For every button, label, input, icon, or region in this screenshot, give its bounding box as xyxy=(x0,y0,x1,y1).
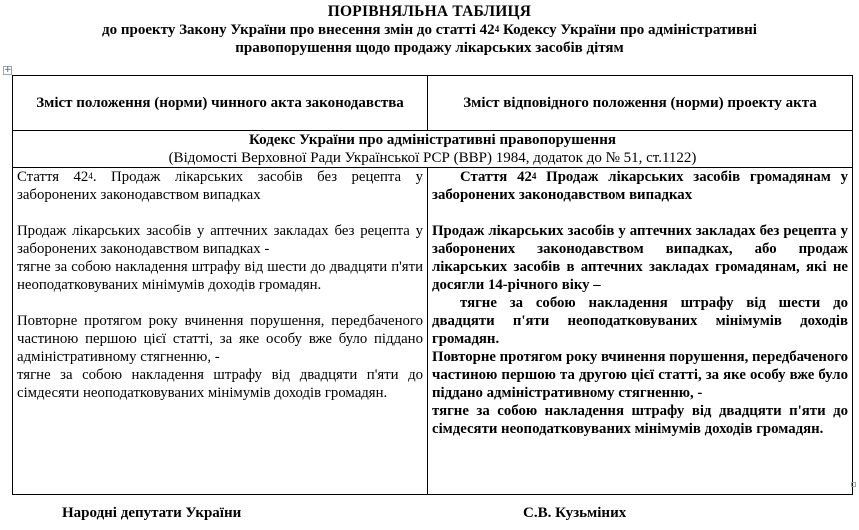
column-header-current: Зміст положення (норми) чинного акта законодавства xyxy=(13,76,428,131)
proposed-article-post: Продаж лікарських засобів громадянам у заборонених законодавством випадках xyxy=(432,169,848,203)
current-paragraph-1: Продаж лікарських засобів у аптечних закладах без рецепта у заборонених законодавством випадках - xyxy=(17,223,423,257)
proposed-paragraph-3: Повторне протягом року вчинення порушення, передбаченого частиною першою та другою цієї статті, за яке особу вже було піддано адміністративному стягненню, - xyxy=(432,349,848,401)
current-article-pre: Стаття 42 xyxy=(17,169,89,185)
code-source: (Відомості Верховної Ради Української РСР (ВВР) 1984, додаток до № 51, ст.1122) xyxy=(168,150,697,166)
proposed-article-pre: Стаття 42 xyxy=(460,169,532,185)
proposed-paragraph-4: тягне за собою накладення штрафу від двадцяти п'яти до сімдесяти неоподатковуваних мінімумів доходів громадян. xyxy=(432,403,848,437)
current-paragraph-3: Повторне протягом року вчинення порушення, передбаченого частиною першою цієї статті, за яке особу вже було піддано адміністративному стягненню, - xyxy=(17,313,423,365)
subtitle-superscript: 4 xyxy=(494,24,500,34)
proposed-article-heading xyxy=(432,168,848,204)
table-header-row xyxy=(13,76,853,131)
signatory-name: С.В. Кузьміних xyxy=(523,505,627,521)
comparison-table xyxy=(12,75,853,495)
current-paragraph-4: тягне за собою накладення штрафу від двадцяти п'яти до сімдесяти неоподатковуваних мінімумів доходів громадян. xyxy=(17,367,423,401)
current-article-heading xyxy=(17,168,423,204)
column-header-proposed: Зміст відповідного положення (норми) проекту акта xyxy=(428,76,853,131)
proposed-paragraph-2: тягне за собою накладення штрафу від шести до двадцяти п'яти неоподатковуваних мінімумів доходів громадян. xyxy=(432,295,848,347)
subtitle-text-post: Кодексу України про адміністративні xyxy=(499,22,757,38)
document-title: ПОРІВНЯЛЬНА ТАБЛИЦЯ xyxy=(327,3,532,20)
subtitle-text-pre: до проекту Закону України про внесення змін до статті 42 xyxy=(102,22,495,38)
proposed-text-cell xyxy=(428,168,853,495)
current-paragraph-2: тягне за собою накладення штрафу від шести до двадцяти п'яти неоподатковуваних мінімумів доходів громадян. xyxy=(17,259,423,293)
document-subtitle-line-2: правопорушення щодо продажу лікарських засобів дітям xyxy=(235,40,624,56)
document-subtitle-line-1 xyxy=(0,21,859,39)
table-move-handle-icon[interactable]: + xyxy=(4,65,12,75)
current-article-sup: 4 xyxy=(88,171,93,181)
signatory-role: Народні депутати України xyxy=(62,505,242,521)
code-title-cell xyxy=(13,131,853,168)
proposed-paragraph-1: Продаж лікарських засобів у аптечних закладах без рецепта у заборонених законодавством випадках, або продаж лікарських засобів в аптечних закладах громадянам, які не досягли 14-річного віку – xyxy=(432,223,848,293)
content-row xyxy=(13,168,853,495)
code-title: Кодекс України про адміністративні правопорушення xyxy=(249,132,616,148)
current-article-post: . Продаж лікарських засобів без рецепта у заборонених законодавством випадках xyxy=(17,169,424,203)
proposed-article-sup: 4 xyxy=(531,171,537,181)
table-resize-handle[interactable] xyxy=(851,482,856,487)
document-header xyxy=(0,0,859,57)
current-text-cell xyxy=(13,168,428,495)
code-title-row xyxy=(13,131,853,168)
